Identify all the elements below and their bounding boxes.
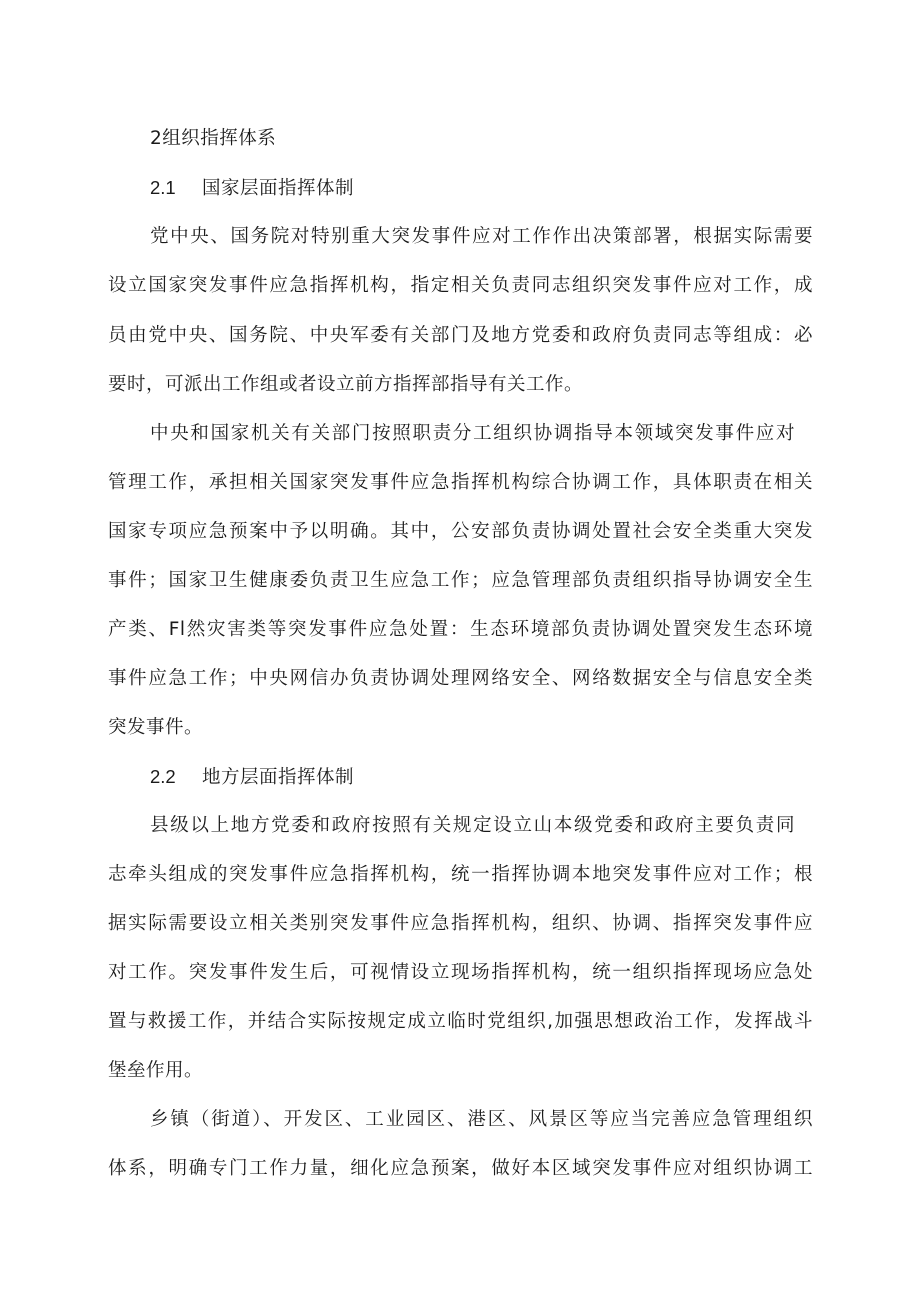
paragraph-line: 事件；国家卫生健康委负责卫生应急工作；应急管理部负责组织指导协调安全生 (108, 570, 813, 591)
subsection-title: 国家层面指挥体制 (202, 178, 355, 199)
paragraph-line: 置与救援工作，并结合实际按规定成立临时党组织,加强思想政治工作，发挥战斗 (108, 1011, 813, 1032)
paragraph-line: 设立国家突发事件应急指挥机构，指定相关负责同志组织突发事件应对工作，成 (108, 275, 813, 296)
paragraph-line: 据实际需要设立相关类别突发事件应急指挥机构，组织、协调、指挥突发事件应 (108, 913, 813, 934)
paragraph-line: 体系，明确专门工作力量，细化应急预案，做好本区域突发事件应对组织协调工 (108, 1158, 813, 1179)
subsection-number: 2.2 (150, 766, 176, 787)
paragraph-line: 堡垒作用。 (108, 1060, 204, 1081)
paragraph-line: 突发事件。 (108, 717, 204, 738)
paragraph-line: 事件应急工作；中央网信办负责协调处理网络安全、网络数据安全与信息安全类 (108, 668, 813, 689)
paragraph-line: 要时，可派出工作组或者设立前方指挥部指导有关工作。 (108, 374, 584, 395)
paragraph-line: 县级以上地方党委和政府按照有关规定设立山本级党委和政府主要负责同 (150, 815, 795, 836)
subsection-heading-2-2 (150, 765, 354, 790)
paragraph-line: 中央和国家机关有关部门按照职责分工组织协调指导本领域突发事件应对 (150, 423, 795, 444)
paragraph-line: 管理工作，承担相关国家突发事件应急指挥机构综合协调工作，具体职责在相关 (108, 472, 813, 493)
paragraph-line: 产类、Fl然灾害类等突发事件应急处置：生态环境部负责协调处置突发生态环境 (108, 619, 813, 640)
paragraph-line: 乡镇（街道）、开发区、工业园区、港区、风景区等应当完善应急管理组织 (150, 1109, 813, 1130)
paragraph-line: 对工作。突发事件发生后，可视情设立现场指挥机构，统一组织指挥现场应急处 (108, 962, 813, 983)
subsection-heading-2-1 (150, 176, 354, 201)
paragraph-line: 国家专项应急预案中予以明确。其中，公安部负责协调处置社会安全类重大突发 (108, 521, 813, 542)
paragraph-line: 员由党中央、国务院、中央军委有关部门及地方党委和政府负责同志等组成：必 (108, 325, 813, 346)
paragraph-line: 志牵头组成的突发事件应急指挥机构，统一指挥协调本地突发事件应对工作；根 (108, 864, 813, 885)
subsection-title: 地方层面指挥体制 (202, 767, 355, 788)
paragraph-line: 党中央、国务院对特别重大突发事件应对工作作出决策部署，根据实际需要 (150, 226, 813, 247)
section-heading: 2组织指挥体系 (150, 128, 277, 149)
subsection-number: 2.1 (150, 177, 176, 198)
